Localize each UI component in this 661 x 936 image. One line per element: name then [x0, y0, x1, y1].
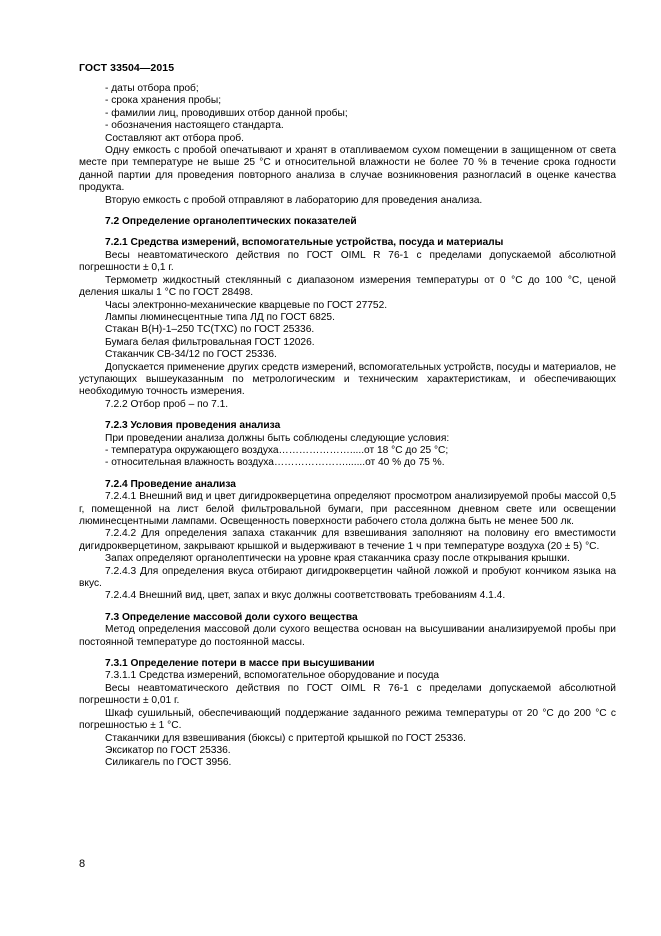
paragraph: 7.2.2 Отбор проб – по 7.1. [105, 398, 229, 410]
document-code-header: ГОСТ 33504—2015 [79, 62, 175, 74]
paragraph: Часы электронно-механические кварцевые по ГОСТ 27752. [105, 299, 388, 311]
paragraph: 7.2.4.1 Внешний вид и цвет дигидрокверцетина определяют просмотром анализируемой пробы массой 0,5 г, помещенной на лист белой фильтровальной бумаги, при рассеянном дневном свете или освещении люминесцентными лампами. Освещенность поверхности рабочего стола должна быть не менее 500 лк. [79, 491, 616, 527]
paragraph: Весы неавтоматического действия по ГОСТ OIML R 76-1 с пределами допускаемой абсолютной погрешности ± 0,1 г. [79, 249, 616, 274]
paragraph: Весы неавтоматического действия по ГОСТ OIML R 76-1 с пределами допускаемой абсолютной погрешности ± 0,01 г. [79, 682, 616, 707]
paragraph: 7.2.4.4 Внешний вид, цвет, запах и вкус должны соответствовать требованиям 4.1.4. [105, 590, 506, 602]
subsection-heading: 7.2.4 Проведение анализа [105, 478, 236, 490]
list-item: - относительная влажность воздуха………………….......от 40 % до 75 %. [105, 457, 445, 469]
paragraph: Шкаф сушильный, обеспечивающий поддержание заданного режима температуры от 20 °С до 200 °С с погрешностью ± 1 °С. [79, 707, 616, 732]
paragraph: При проведении анализа должны быть соблюдены следующие условия: [105, 432, 450, 444]
subsection-heading: 7.2.3 Условия проведения анализа [105, 420, 281, 432]
paragraph: Вторую емкость с пробой отправляют в лабораторию для проведения анализа. [105, 194, 483, 206]
paragraph: Составляют акт отбора проб. [105, 132, 244, 144]
section-heading: 7.2 Определение органолептических показателей [105, 216, 357, 228]
list-item: - даты отбора проб; [105, 83, 199, 94]
paragraph: Лампы люминесцентные типа ЛД по ГОСТ 6825. [105, 311, 335, 323]
list-item: - фамилии лиц, проводивших отбор данной пробы; [105, 107, 348, 119]
paragraph: Стакан В(Н)-1–250 ТС(ТХС) по ГОСТ 25336. [105, 324, 315, 336]
paragraph: Бумага белая фильтровальная ГОСТ 12026. [105, 336, 315, 348]
paragraph: Силикагель по ГОСТ 3956. [105, 757, 232, 769]
list-item: - срока хранения пробы; [105, 95, 222, 107]
document-body [79, 83, 616, 770]
paragraph: Эксикатор по ГОСТ 25336. [105, 744, 231, 756]
paragraph: 7.2.4.3 Для определения вкуса отбирают дигидрокверцетин чайной ложкой и пробуют кончиком языка на вкус. [79, 565, 616, 590]
paragraph: Стаканчик СВ-34/12 по ГОСТ 25336. [105, 349, 277, 361]
subsection-heading: 7.2.1 Средства измерений, вспомогательные устройства, посуда и материалы [105, 237, 504, 249]
paragraph: Запах определяют органолептически на уровне края стаканчика сразу после открывания крышки. [105, 553, 570, 565]
list-item: - температура окружающего воздуха………………….....от 18 °С до 25 °С; [105, 444, 449, 456]
paragraph: Термометр жидкостный стеклянный с диапазоном измерения температуры от 0 °С до 100 °С, ценой деления шкалы 1 °С по ГОСТ 28498. [79, 274, 616, 299]
paragraph: 7.2.4.2 Для определения запаха стаканчик для взвешивания заполняют на половину его вместимости дигидрокверцетином, закрывают крышкой и выдерживают в течение 1 ч при температуре воздуха (20 ± 5) °С. [79, 528, 616, 552]
subsection-heading: 7.3.1 Определение потери в массе при высушивании [105, 658, 375, 670]
list-item: - обозначения настоящего стандарта. [105, 120, 284, 132]
paragraph: 7.3.1.1 Средства измерений, вспомогательное оборудование и посуда [105, 670, 440, 682]
paragraph: Стаканчики для взвешивания (бюксы) с притертой крышкой по ГОСТ 25336. [105, 732, 466, 744]
page-number: 8 [79, 858, 86, 870]
paragraph: Допускается применение других средств измерений, вспомогательных устройств, посуды и материалов, не уступающих вышеуказанным по метрологическим и техническим характеристикам, и обеспечивающих необходимую точность измерения. [79, 361, 616, 398]
paragraph: Одну емкость с пробой опечатывают и хранят в отапливаемом сухом помещении в защищенном от света месте при температуре не выше 25 °С и относительной влажности не более 70 % в течение срока годности данной партии для проведения повторного анализа в случае возникновения разногласий в оценке качества продукта. [79, 145, 616, 194]
section-heading: 7.3 Определение массовой доли сухого вещества [105, 611, 358, 623]
paragraph: Метод определения массовой доли сухого вещества основан на высушивании анализируемой пробы при постоянной температуре до постоянной массы. [79, 624, 616, 648]
